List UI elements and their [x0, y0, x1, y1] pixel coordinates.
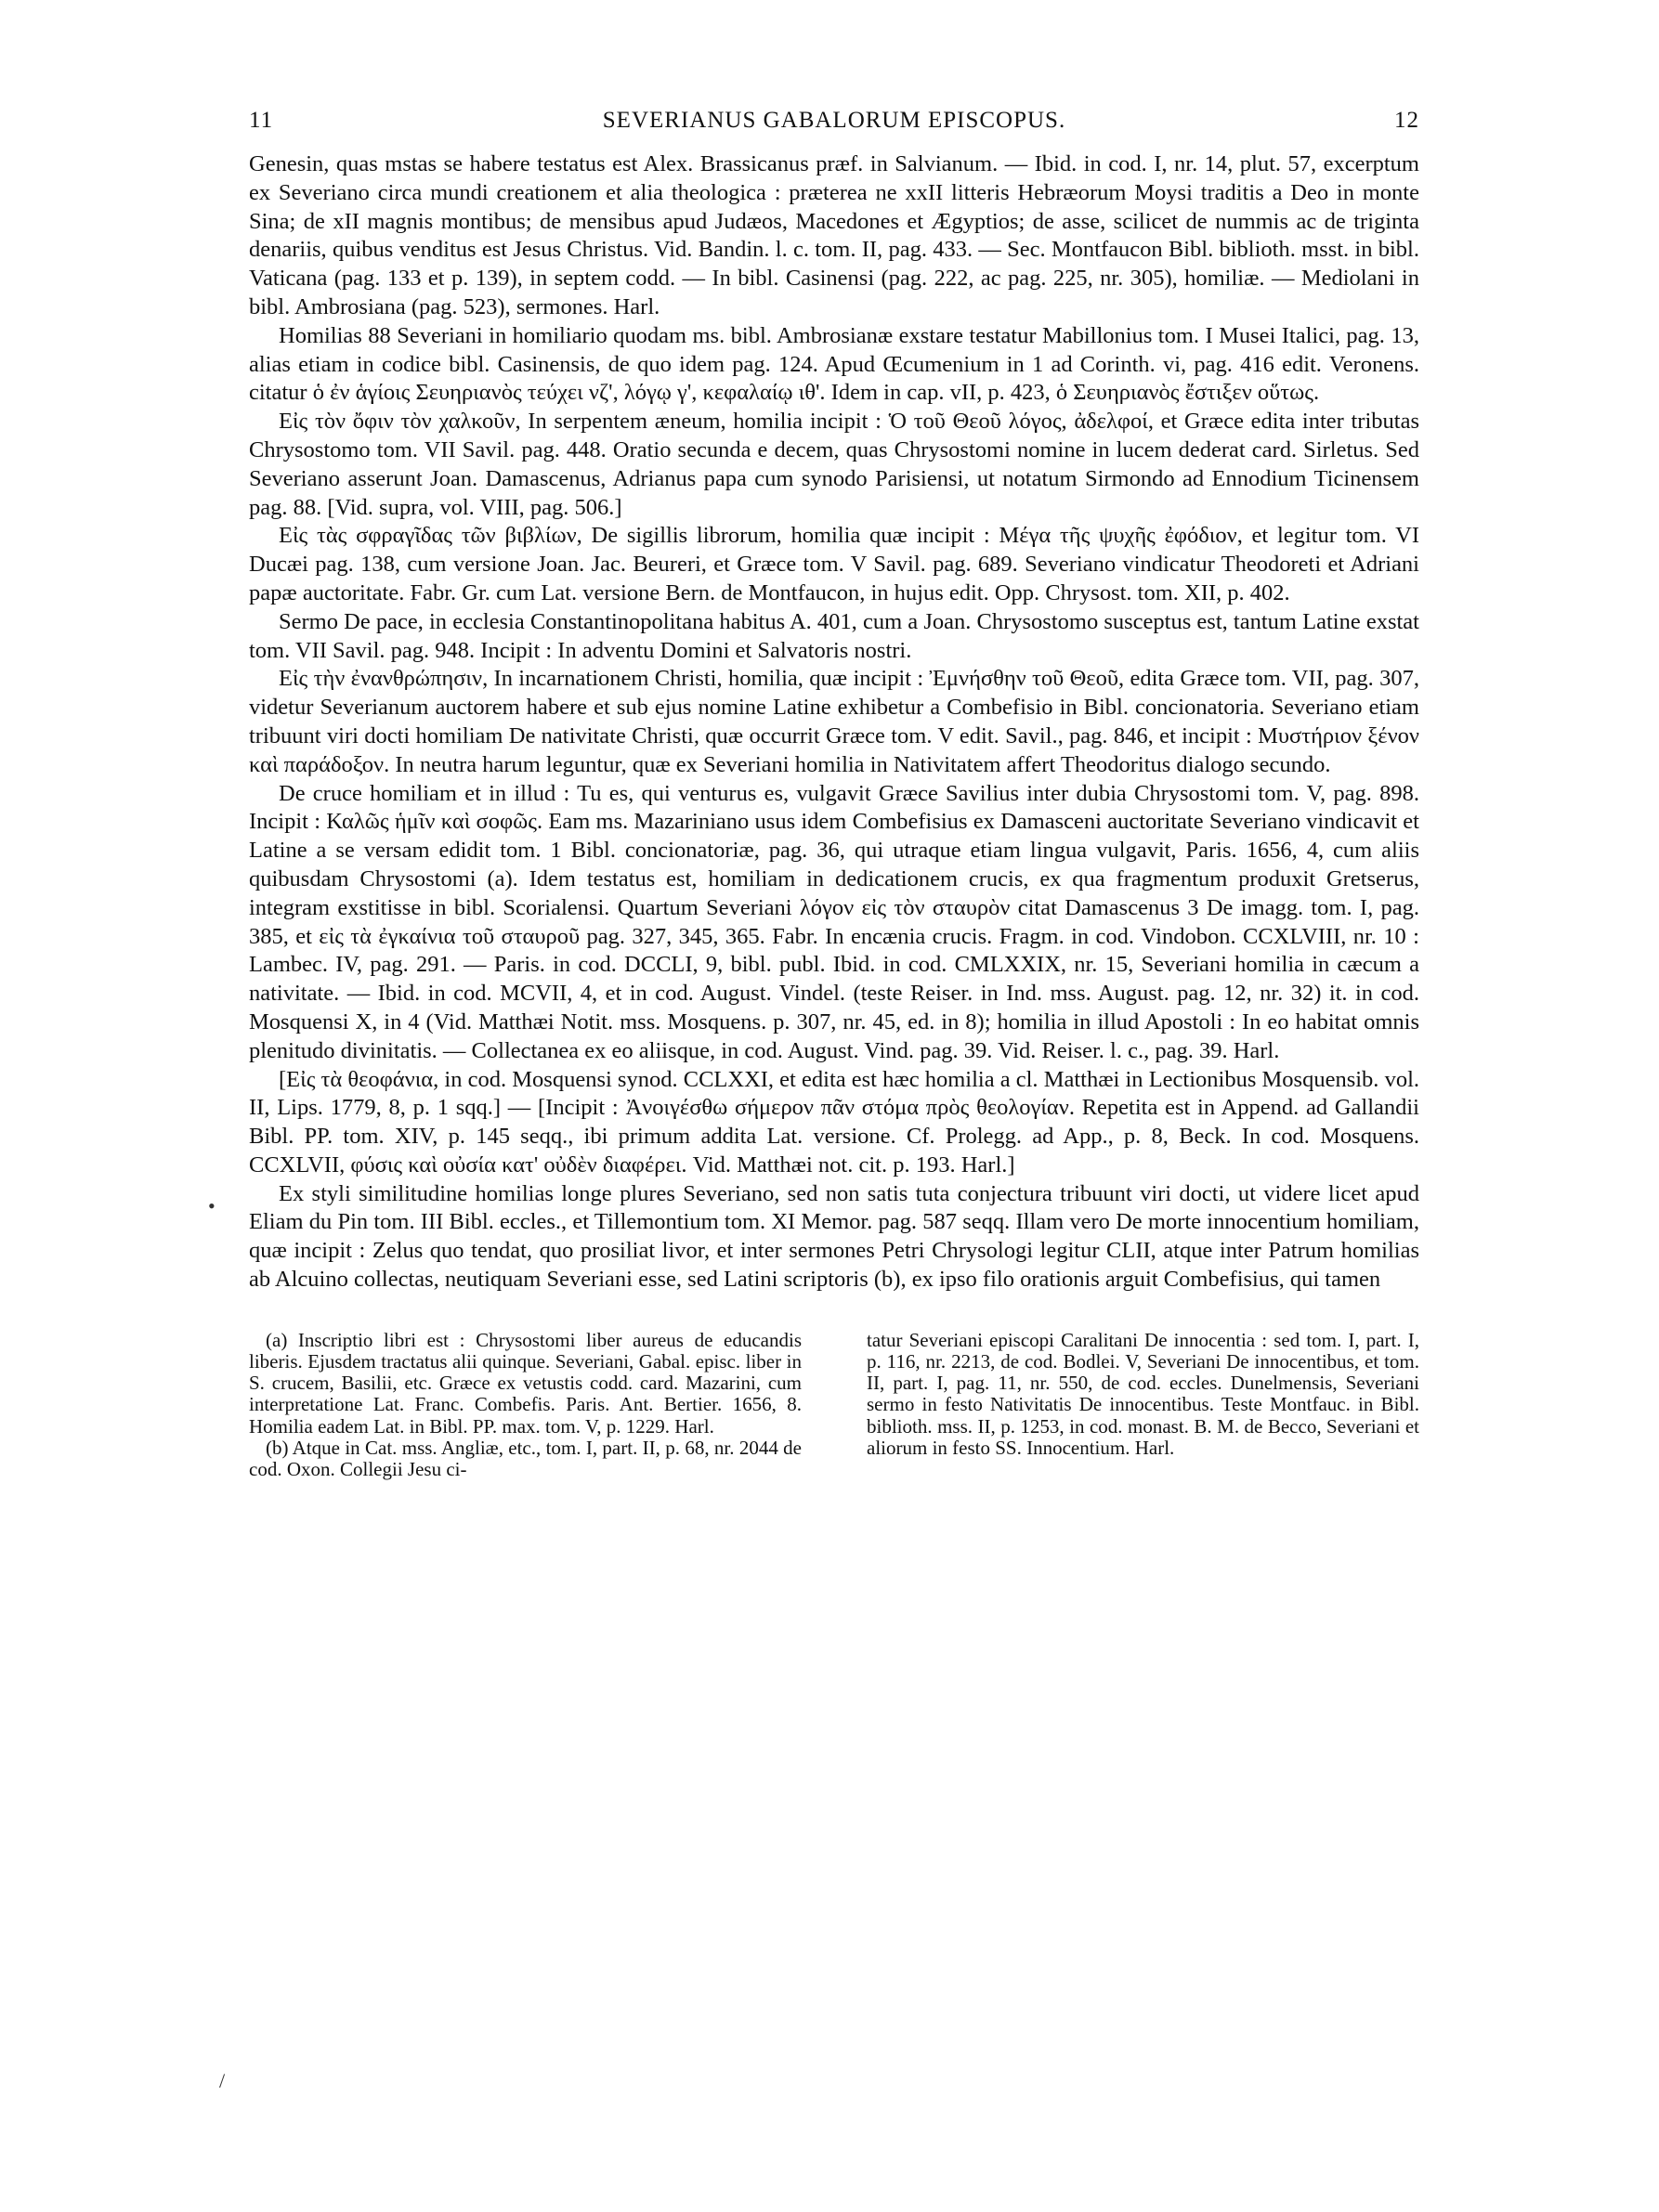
paragraph: Homilias 88 Severiani in homiliario quodam ms. bibl. Ambrosianæ exstare testatur Mabillonius tom. I Musei Italici, pag. 13, alias etiam in codice bibl. Casinensis, de quo idem pag. 124. Apud Œcumenium in 1 ad Corinth. vi, pag. 416 edit. Veronens. citatur ὁ ἐν ἁγίοις Σευηριανὸς τεύχει νζ', λόγῳ γ', κεφαλαίῳ ιθ'. Idem in cap. vII, p. 423, ὁ Σευηριανὸς ἔστιξεν οὕτως.: [249, 322, 1419, 406]
paragraph: Εἰς τὰς σφραγῖδας τῶν βιβλίων, De sigillis librorum, homilia quæ incipit : Μέγα τῆς ψυχῆς ἐφόδιον, et legitur tom. VI Ducæi pag. 138, cum versione Joan. Jac. Beureri, et Græce tom. V Savil. pag. 689. Severiano vindicatur Theodoreti et Adriani papæ auctoritate. Fabr. Gr. cum Lat. versione Bern. de Montfaucon, in hujus edit. Opp. Chrysost. tom. XII, p. 402.: [249, 523, 1419, 605]
paragraph: [Εἰς τὰ θεοφάνια, in cod. Mosquensi synod. CCLXXI, et edita est hæc homilia a cl. Matthæi in Lectionibus Mosquensib. vol. II, Lips. 1779, 8, p. 1 sqq.] — [Incipit : Ἀνοιγέσθω σήμερον πᾶν στόμα πρὸς θεολογίαν. Repetita est in Append. ad Gallandii Bibl. PP. tom. XIV, p. 145 seqq., ibi primum addita Lat. versione. Cf. Prolegg. ad App., p. 8, Beck. In cod. Mosquens. CCXLVII, φύσις καὶ οὐσία κατ' οὐδὲν διαφέρει. Vid. Matthæi not. cit. p. 193. Harl.]: [249, 1066, 1419, 1178]
footnote-b: (b) Atque in Cat. mss. Angliæ, etc., tom. I, part. II, p. 68, nr. 2044 de cod. Oxon. Collegii Jesu ci-: [249, 1436, 802, 1481]
running-header: [249, 102, 1419, 139]
margin-slash-mark: /: [219, 2069, 226, 2092]
paragraph: Εἰς τὴν ἐνανθρώπησιν, In incarnationem Christi, homilia, quæ incipit : Ἐμνήσθην τοῦ Θεοῦ, edita Græce tom. VII, pag. 307, videtur Severianum auctorem habere et sub ejus nomine Latine exhibetur a Combefisio in Bibl. concionatoria. Severiano etiam tribuunt viri docti homiliam De nativitate Christi, quæ occurrit Græce tom. V edit. Savil., pag. 846, et incipit : Μυστήριον ξένον καὶ παράδοξον. In neutra harum leguntur, quæ ex Severiani homilia in Nativitatem affert Theodoritus dialogo secundo.: [249, 666, 1419, 777]
footnote-b-continued: tatur Severiani episcopi Caralitani De innocentia : sed tom. I, part. I, p. 116, nr. 2213, de cod. Bodlei. V, Severiani De innocentibus, et tom. II, part. I, pag. 11, nr. 550, de cod. eccles. Dunelmensis, Severiani sermo in festo Nativitatis De innocentibus. Teste Montfauc. in Bibl. biblioth. mss. II, p. 1253, in cod. monast. B. M. de Becco, Severiani et aliorum in festo SS. Innocentium. Harl.: [867, 1328, 1419, 1459]
page-number-right: 12: [1394, 108, 1419, 133]
main-text: [249, 150, 1419, 1295]
footnote-column-left: [249, 1330, 802, 1480]
document-page: [249, 102, 1419, 1480]
margin-bullet-mark: •: [208, 1194, 216, 1217]
paragraph: Εἰς τὸν ὄφιν τὸν χαλκοῦν, In serpentem æneum, homilia incipit : Ὁ τοῦ Θεοῦ λόγος, ἀδελφοί, et Græce edita inter tributas Chrysostomo tom. VII Savil. pag. 448. Oratio secunda e decem, quas Chrysostomi nomine in lucem dederat card. Sirletus. Sed Severiano asserunt Joan. Damascenus, Adrianus papa cum synodo Parisiensi, ut notatum Sirmondo ad Ennodium Ticinensem pag. 88. [Vid. supra, vol. VIII, pag. 506.]: [249, 409, 1419, 520]
page-number-left: 11: [249, 108, 274, 133]
footnote-a: (a) Inscriptio libri est : Chrysostomi liber aureus de educandis liberis. Ejusdem tractatus alii quinque. Severiani, Gabal. episc. liber in S. crucem, Basilii, etc. Græce ex vetustis codd. card. Mazarini, cum interpretatione Lat. Franc. Combefis. Paris. Ant. Bertier. 1656, 8. Homilia eadem Lat. in Bibl. PP. max. tom. V, p. 1229. Harl.: [249, 1328, 802, 1438]
running-title: SEVERIANUS GABALORUM EPISCOPUS.: [602, 108, 1066, 133]
paragraph: Ex styli similitudine homilias longe plures Severiano, sed non satis tuta conjectura tribuunt viri docti, ut videre licet apud Eliam du Pin tom. III Bibl. eccles., et Tillemontium tom. XI Memor. pag. 587 seqq. Illam vero De morte innocentium homiliam, quæ incipit : Zelus quo tendat, quo prosiliat livor, et inter sermones Petri Chrysologi legitur CLII, atque inter Patrum homilias ab Alcuino collectas, neutiquam Severiani esse, sed Latini scriptoris (b), ex ipso filo orationis arguit Combefisius, qui tamen: [249, 1180, 1419, 1293]
paragraph: Genesin, quas mstas se habere testatus est Alex. Brassicanus præf. in Salvianum. — Ibid. in cod. I, nr. 14, plut. 57, excerptum ex Severiano circa mundi creationem et alia theologica : præterea ne xxII litteris Hebræorum Moysi traditis a Deo in monte Sina; de xII magnis montibus; de mensibus apud Judæos, Macedones et Ægyptios; de asse, scilicet de nummis ac de triginta denariis, quibus venditus est Jesus Christus. Vid. Bandin. l. c. tom. II, pag. 433. — Sec. Montfaucon Bibl. biblioth. msst. in bibl. Vaticana (pag. 133 et p. 139), in septem codd. — In bibl. Casinensi (pag. 222, ac pag. 225, nr. 305), homiliæ. — Mediolani in bibl. Ambrosiana (pag. 523), sermones. Harl.: [249, 151, 1419, 319]
footnote-column-right: [867, 1330, 1419, 1480]
paragraph: Sermo De pace, in ecclesia Constantinopolitana habitus A. 401, cum a Joan. Chrysostomo susceptus est, tantum Latine exstat tom. VII Savil. pag. 948. Incipit : In adventu Domini et Salvatoris nostri.: [249, 608, 1419, 663]
footnotes: [249, 1330, 1419, 1480]
paragraph: De cruce homiliam et in illud : Tu es, qui venturus es, vulgavit Græce Savilius inter dubia Chrysostomi tom. V, pag. 898. Incipit : Καλῶς ἡμῖν καὶ σοφῶς. Eam ms. Mazariniano usus idem Combefisius ex Damasceni auctoritate Severiano vindicavit et Latine a se versam edidit tom. 1 Bibl. concionatoriæ, pag. 36, qui utraque etiam lingua vulgavit, Paris. 1656, 4, cum aliis quibusdam Chrysostomi (a). Idem testatus est, homiliam in dedicationem crucis, ex qua fragmentum produxit Gretserus, integram exstitisse in bibl. Scorialensi. Quartum Severiani λόγον εἰς τὸν σταυρὸν citat Damascenus 3 De imagg. tom. I, pag. 385, et εἰς τὰ ἐγκαίνια τοῦ σταυροῦ pag. 327, 345, 365. Fabr. In encænia crucis. Fragm. in cod. Vindobon. CCXLVIII, nr. 10 : Lambec. IV, pag. 291. — Paris. in cod. DCCLI, 9, bibl. publ. Ibid. in cod. CMLXXIX, nr. 15, Severiani homilia in cæcum a nativitate. — Ibid. in cod. MCVII, 4, et in cod. August. Vindel. (teste Reiser. in Ind. mss. August. pag. 12, nr. 32) it. in cod. Mosquensi X, in 4 (Vid. Matthæi Notit. mss. Mosquens. p. 307, nr. 45, ed. in 8); homilia in illud Apostoli : In eo habitat omnis plenitudo divinitatis. — Collectanea ex eo aliisque, in cod. August. Vind. pag. 39. Vid. Reiser. l. c., pag. 39. Harl.: [249, 780, 1419, 1063]
